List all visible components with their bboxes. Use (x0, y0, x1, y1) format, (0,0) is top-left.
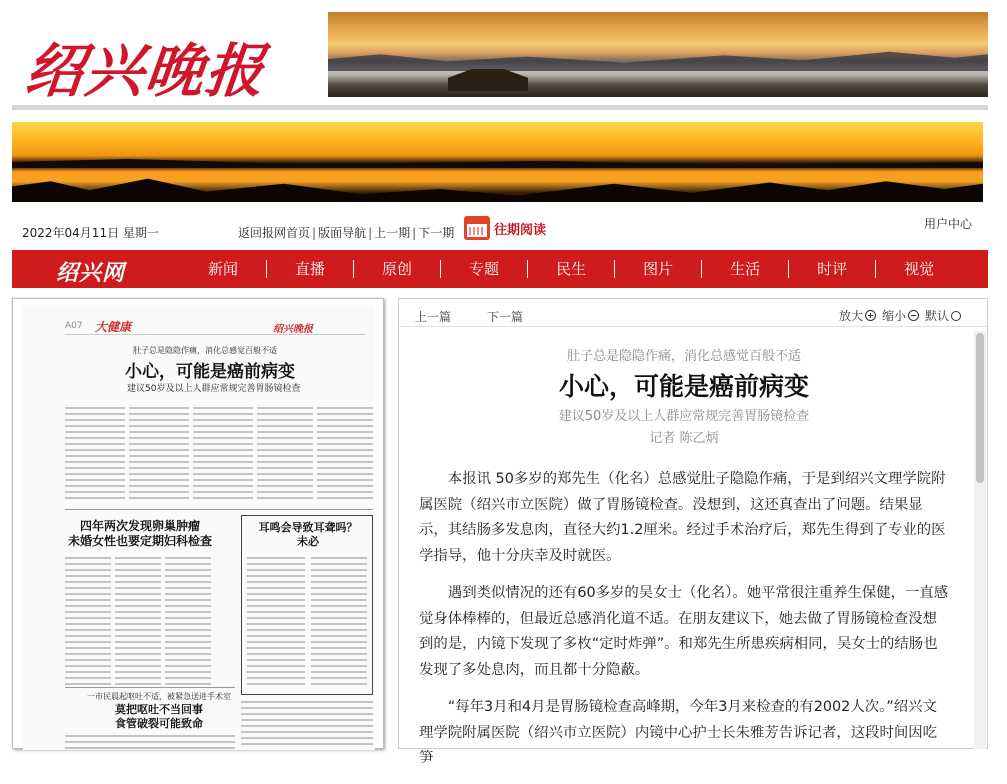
calendar-icon (464, 216, 490, 240)
prev-article-link[interactable]: 上一篇 (415, 310, 452, 324)
banner-photo-sunset (12, 122, 983, 202)
story-e-column (241, 701, 373, 749)
horizon-silhouette (12, 158, 983, 168)
nav-item-topics[interactable]: 专题 (440, 260, 527, 278)
page-nav-link[interactable]: 版面导航 (318, 226, 367, 240)
scrollbar-thumb[interactable] (976, 333, 984, 483)
article-paragraph: 遇到类似情况的还有60多岁的吴女士（化名）。她平常很注重养生保健，一直感觉身体棒棒的，但最近总感消化道不适。在朋友建议下，她去做了胃肠镜检查没想到的是，内镜下发现了多枚“定时炸弹”。和郑先生所患疾病相同，吴女士的结肠也发现了多处息肉，而且都十分隐蔽。 (419, 585, 949, 678)
divider (65, 509, 373, 510)
article-paragraph: 本报讯 50多岁的郑先生（化名）总感觉肚子隐隐作痛，于是到绍兴文理学院附属医院（绍兴市立医院）做了胃肠镜检查。没想到，这还真查出了问题。结果显示，其结肠多发息肉，直径大约1.2厘米。经过手术治疗后，郑先生得到了专业的医学指导，他十分庆幸及时就医。 (419, 471, 946, 564)
newspaper-page (23, 305, 375, 750)
story-b-title[interactable]: 四年两次发现卵巢肿瘤 未婚女性也要定期妇科检查 (67, 519, 212, 548)
nav-item-commentary[interactable]: 时评 (788, 260, 875, 278)
story-a-column (317, 407, 373, 503)
issue-links: 返回报网首页 | 版面导航 | 上一期 | 下一期 (238, 225, 455, 240)
next-article-link[interactable]: 下一篇 (487, 310, 524, 324)
zoom-default-label: 默认 (925, 309, 950, 323)
story-a-title[interactable]: 小心，可能是癌前病变 (125, 362, 295, 382)
article-kicker: 肚子总是隐隐作痛，消化总感觉百般不适 (566, 349, 801, 364)
article-scrollbar[interactable] (974, 331, 986, 749)
nav-item-news[interactable]: 新闻 (208, 260, 239, 278)
divider (65, 687, 235, 688)
story-b-column (65, 557, 111, 685)
article-toolbar (399, 299, 987, 327)
font-size-controls (833, 307, 961, 324)
story-a-column (257, 407, 313, 503)
past-issues-label: 往期阅读 (494, 222, 547, 238)
nav-item-original[interactable]: 原创 (353, 260, 440, 278)
banner-photo-lake (328, 12, 988, 97)
zoom-default-button[interactable] (925, 307, 961, 324)
masthead (12, 8, 988, 110)
article-body (419, 467, 951, 784)
article-paragraph: “每年3月和4月是胃肠镜检查高峰期，今年3月来检查的有2002人次。”绍兴文理学院附属医院（绍兴市立医院）内镜中心护士长朱雅芳告诉记者，这段时间因吃笋 (419, 699, 938, 766)
site-logo[interactable] (12, 250, 180, 288)
article-author: 记者 陈乙炳 (649, 431, 719, 446)
story-c-column (247, 557, 305, 689)
article-panel (398, 298, 988, 766)
prev-issue-link[interactable]: 上一期 (374, 226, 411, 240)
nav-item-life[interactable]: 生活 (701, 260, 788, 278)
zoom-out-label: 缩小 (882, 309, 907, 323)
page-section: 大健康 (95, 320, 132, 334)
zoom-out-button[interactable] (882, 307, 919, 324)
pier-silhouette (448, 69, 528, 91)
story-d-kicker: 一市民晨起呕吐不适，被紧急送进手术室 (87, 692, 231, 701)
article-title: 小心，可能是癌前病变 (558, 372, 809, 401)
story-b-column (165, 557, 211, 685)
newspaper-logo[interactable] (20, 14, 320, 105)
story-a-column (65, 407, 125, 503)
story-c-column (311, 557, 367, 689)
page-masthead: 绍兴晚报 (273, 324, 313, 335)
nav-item-live[interactable]: 直播 (266, 260, 353, 278)
story-a-column (129, 407, 189, 503)
story-a-subtitle: 建议50岁及以上人群应常规完善胃肠镜检查 (127, 384, 301, 394)
story-b-column (115, 557, 161, 685)
mountain-silhouette (328, 47, 988, 71)
page-number: A07 (65, 321, 83, 331)
trees-silhouette (12, 176, 983, 202)
story-a-column (193, 407, 253, 503)
circle-icon (951, 311, 961, 321)
zoom-in-label: 放大 (839, 309, 864, 323)
story-a-kicker: 肚子总是隐隐作痛，消化总感觉百般不适 (133, 346, 277, 355)
nav-item-livelihood[interactable]: 民生 (527, 260, 614, 278)
past-issues-link[interactable] (464, 216, 546, 240)
site-logo-text: 绍兴网 (56, 260, 126, 286)
user-center-link[interactable]: 用户中心 (924, 217, 973, 231)
logo-text: 绍兴晚报 (21, 37, 270, 105)
story-d-column (65, 735, 235, 749)
story-d-title[interactable]: 莫把呕吐不当回事 食管破裂可能致命 (115, 703, 203, 730)
newspaper-page-view[interactable] (12, 298, 384, 749)
article-subtitle: 建议50岁及以上人群应常规完善胃肠镜检查 (558, 409, 810, 424)
page-header (65, 315, 365, 335)
next-issue-link[interactable]: 下一期 (418, 226, 455, 240)
main-nav (12, 250, 988, 288)
plus-circle-icon (865, 310, 876, 321)
home-link[interactable]: 返回报网首页 (238, 226, 311, 240)
zoom-in-button[interactable] (839, 307, 876, 324)
nav-item-photos[interactable]: 图片 (614, 260, 701, 278)
info-bar (12, 210, 988, 246)
nav-item-visual[interactable]: 视觉 (875, 260, 962, 278)
story-c-title[interactable]: 耳鸣会导致耳聋吗？ 未必 (258, 521, 358, 548)
minus-circle-icon (908, 310, 919, 321)
issue-date: 2022年04月11日 星期一 (22, 226, 159, 240)
